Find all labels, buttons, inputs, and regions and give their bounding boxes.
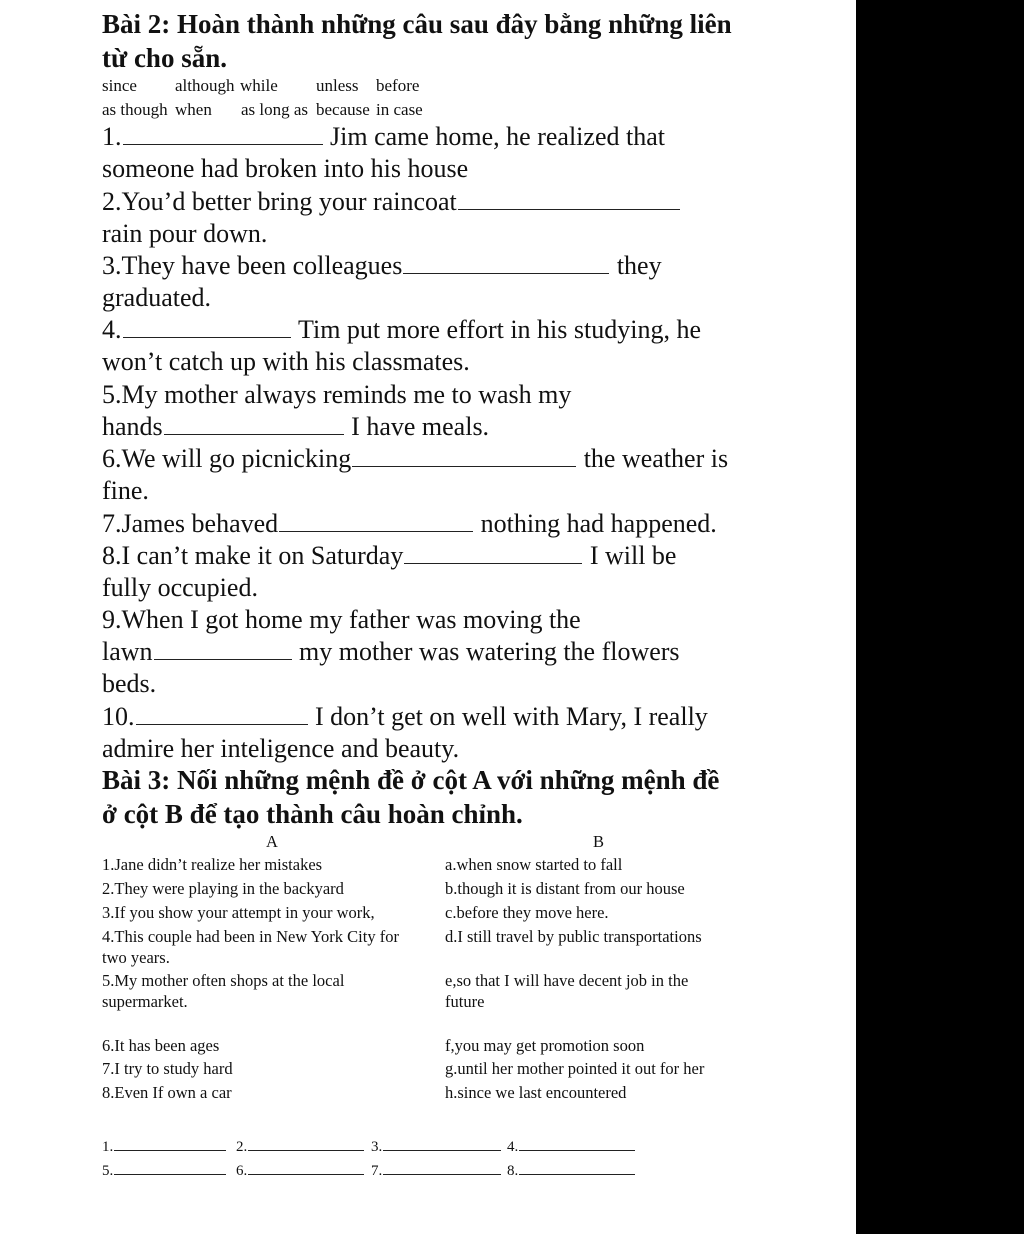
column-a-item: 8.Even If own a car bbox=[102, 1083, 232, 1102]
word-bank-item: because bbox=[316, 100, 370, 119]
exercise2-title-line2: từ cho sẵn. bbox=[102, 43, 227, 73]
exercise2-title-line1: Bài 2: Hoàn thành những câu sau đây bằng những liên bbox=[102, 9, 732, 39]
question-6-text: 6.We will go picnicking bbox=[102, 444, 352, 473]
exercise3-title-line1: Bài 3: Nối những mệnh đề ở cột A với những mệnh đề bbox=[102, 765, 720, 795]
column-b-item: b.though it is distant from our house bbox=[445, 879, 685, 898]
answer-label: 4. bbox=[507, 1139, 519, 1155]
question-8-text: 8.I can’t make it on Saturday bbox=[102, 541, 404, 570]
question-6-line2: fine. bbox=[102, 476, 149, 505]
answer-blank[interactable] bbox=[519, 1150, 635, 1151]
column-a-item: two years. bbox=[102, 948, 170, 967]
answer-blank[interactable] bbox=[383, 1174, 501, 1175]
word-bank-item: unless bbox=[316, 76, 359, 95]
word-bank-item: before bbox=[376, 76, 420, 95]
answer-label: 3. bbox=[371, 1139, 383, 1155]
question-5-line1: 5.My mother always reminds me to wash my bbox=[102, 380, 572, 409]
answer-blank[interactable] bbox=[519, 1174, 635, 1175]
word-bank-item: while bbox=[240, 76, 278, 95]
question-10-text: I don’t get on well with Mary, I really bbox=[315, 702, 708, 731]
question-7-text: 7.James behaved bbox=[102, 509, 279, 538]
question-3-line2: graduated. bbox=[102, 283, 212, 312]
question-1-line1 bbox=[102, 122, 665, 152]
exercise3-title-line2: ở cột B để tạo thành câu hoàn chỉnh. bbox=[102, 799, 523, 829]
column-b-item: g.until her mother pointed it out for her bbox=[445, 1059, 705, 1078]
column-b-item: d.I still travel by public transportations bbox=[445, 927, 702, 946]
question-2-line1 bbox=[102, 187, 681, 217]
question-6-text-b: the weather is bbox=[583, 444, 729, 473]
answer-blank[interactable] bbox=[403, 273, 609, 274]
word-bank-item: in case bbox=[376, 100, 423, 119]
word-bank-item: as though bbox=[102, 100, 168, 119]
answer-blank[interactable] bbox=[248, 1174, 364, 1175]
question-9-line2 bbox=[102, 637, 680, 667]
answer-blank[interactable] bbox=[248, 1150, 364, 1151]
answer-label: 6. bbox=[236, 1163, 248, 1179]
column-b-item: a.when snow started to fall bbox=[445, 855, 623, 874]
answer-label: 2. bbox=[236, 1139, 248, 1155]
answer-blank[interactable] bbox=[352, 466, 576, 467]
word-bank-item: as long as bbox=[241, 100, 309, 119]
question-2-text: 2.You’d better bring your raincoat bbox=[102, 187, 457, 216]
column-a-item: 6.It has been ages bbox=[102, 1036, 220, 1055]
answer-slot-3 bbox=[371, 1138, 502, 1156]
answer-slot-1 bbox=[102, 1138, 227, 1156]
question-7-text-b: nothing had happened. bbox=[480, 509, 717, 538]
column-a-item: 2.They were playing in the backyard bbox=[102, 879, 344, 898]
question-8-line2: fully occupied. bbox=[102, 573, 258, 602]
answer-blank[interactable] bbox=[404, 563, 582, 564]
answer-blank[interactable] bbox=[114, 1174, 226, 1175]
question-5-text-b: I have meals. bbox=[351, 412, 490, 441]
answer-label: 5. bbox=[102, 1163, 114, 1179]
word-bank-item: since bbox=[102, 76, 137, 95]
question-1-text: Jim came home, he realized that bbox=[330, 122, 665, 151]
column-b-item: f,you may get promotion soon bbox=[445, 1036, 645, 1055]
column-b-item: c.before they move here. bbox=[445, 903, 609, 922]
question-9-text-b: my mother was watering the flowers bbox=[299, 637, 680, 666]
question-4-line2: won’t catch up with his classmates. bbox=[102, 347, 470, 376]
question-6-line1 bbox=[102, 444, 728, 474]
question-8-text-b: I will be bbox=[589, 541, 677, 570]
answer-blank[interactable] bbox=[123, 337, 291, 338]
answer-slot-6 bbox=[236, 1162, 365, 1180]
column-b-item: h.since we last encountered bbox=[445, 1083, 627, 1102]
answer-slot-2 bbox=[236, 1138, 365, 1156]
question-2-line2: rain pour down. bbox=[102, 219, 268, 248]
answer-blank[interactable] bbox=[383, 1150, 501, 1151]
question-1-line2: someone had broken into his house bbox=[102, 154, 469, 183]
column-a-item: 4.This couple had been in New York City for bbox=[102, 927, 399, 946]
question-4-text: Tim put more effort in his studying, he bbox=[298, 315, 701, 344]
answer-blank[interactable] bbox=[154, 659, 292, 660]
word-bank-item: although bbox=[175, 76, 235, 95]
question-3-text: 3.They have been colleagues bbox=[102, 251, 403, 280]
question-10-line2: admire her inteligence and beauty. bbox=[102, 734, 460, 763]
question-5-line2 bbox=[102, 412, 489, 442]
answer-blank[interactable] bbox=[123, 144, 323, 145]
column-a-item: 1.Jane didn’t realize her mistakes bbox=[102, 855, 323, 874]
word-bank-item: when bbox=[175, 100, 212, 119]
answer-blank[interactable] bbox=[114, 1150, 226, 1151]
answer-slot-5 bbox=[102, 1162, 227, 1180]
answer-slot-8 bbox=[507, 1162, 636, 1180]
question-7-line1 bbox=[102, 509, 717, 539]
question-9-line3: beds. bbox=[102, 669, 157, 698]
question-10-line1 bbox=[102, 702, 708, 732]
question-9-text: lawn bbox=[102, 637, 153, 666]
answer-label: 7. bbox=[371, 1163, 383, 1179]
question-3-text-b: they bbox=[616, 251, 662, 280]
question-10-number: 10. bbox=[102, 702, 135, 731]
question-8-line1 bbox=[102, 541, 676, 571]
column-a-item: 3.If you show your attempt in your work, bbox=[102, 903, 375, 922]
question-5-text: hands bbox=[102, 412, 163, 441]
column-a-header: A bbox=[266, 832, 278, 851]
black-margin bbox=[856, 0, 1024, 1234]
column-a-item: supermarket. bbox=[102, 992, 188, 1011]
answer-slot-4 bbox=[507, 1138, 636, 1156]
answer-blank[interactable] bbox=[458, 209, 680, 210]
column-b-item: e,so that I will have decent job in the bbox=[445, 971, 689, 990]
question-4-number: 4. bbox=[102, 315, 122, 344]
question-9-line1: 9.When I got home my father was moving the bbox=[102, 605, 581, 634]
column-a-item: 7.I try to study hard bbox=[102, 1059, 233, 1078]
answer-slot-7 bbox=[371, 1162, 502, 1180]
column-a-item: 5.My mother often shops at the local bbox=[102, 971, 345, 990]
column-b-header: B bbox=[593, 832, 605, 851]
answer-blank[interactable] bbox=[279, 531, 473, 532]
answer-label: 8. bbox=[507, 1163, 519, 1179]
answer-label: 1. bbox=[102, 1139, 114, 1155]
column-b-item: future bbox=[445, 992, 485, 1011]
question-4-line1 bbox=[102, 315, 701, 345]
answer-blank[interactable] bbox=[136, 724, 308, 725]
question-3-line1 bbox=[102, 251, 662, 281]
question-1-number: 1. bbox=[102, 122, 122, 151]
answer-blank[interactable] bbox=[164, 434, 344, 435]
